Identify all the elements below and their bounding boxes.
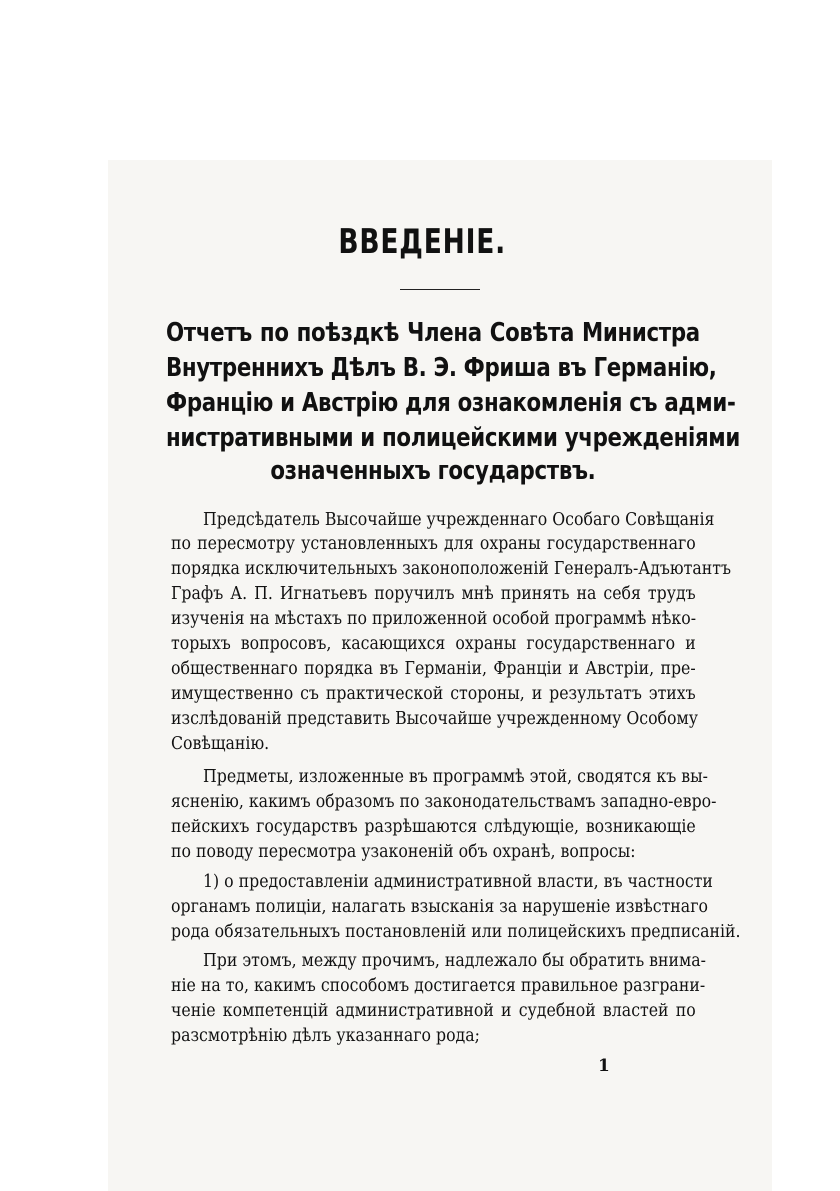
- subtitle-line: Францію и Австрію для ознакомленія съ адми-: [166, 388, 736, 418]
- paragraph-line: Совѣщанію.: [171, 734, 270, 754]
- paragraph-line: разсмотрѣнію дѣлъ указаннаго рода;: [171, 1026, 480, 1046]
- page-title: ВВЕДЕНІЕ.: [338, 222, 506, 262]
- subtitle-line: Отчетъ по поѣздкѣ Члена Совѣта Министра: [166, 318, 700, 348]
- paragraph-line: ченіе компетенцій административной и судебной властей по: [171, 1001, 696, 1021]
- paragraph-line: рода обязательныхъ постановленій или полицейскихъ предписаній.: [171, 922, 741, 942]
- paragraph-line: Предсѣдатель Высочайше учрежденнаго Особаго Совѣщанія: [203, 510, 715, 530]
- paragraph-line: При этомъ, между прочимъ, надлежало бы обратить внима-: [203, 951, 706, 971]
- paragraph-line: торыхъ вопросовъ, касающихся охраны государственнаго и: [171, 634, 696, 654]
- paragraph-line: по поводу пересмотра узаконеній объ охранѣ, вопросы:: [171, 842, 636, 862]
- paragraph-line: ніе на то, какимъ способомъ достигается правильное разграни-: [171, 976, 706, 996]
- title-divider: [400, 289, 480, 290]
- subtitle-line: нистративными и полицейскими учрежденіями: [166, 423, 741, 453]
- paragraph-line: Графъ А. П. Игнатьевъ поручилъ мнѣ принять на себя трудъ: [171, 584, 696, 604]
- paragraph-line: порядка исключительныхъ законоположеній Генералъ-Адъютантъ: [171, 559, 731, 579]
- paragraph-line: Предметы, изложенные въ программѣ этой, сводятся къ вы-: [203, 767, 709, 787]
- paragraph-line: органамъ полиціи, налагать взысканія за нарушеніе извѣстнаго: [171, 897, 708, 917]
- paragraph-line: 1) о предоставленіи административной власти, въ частности: [203, 872, 713, 892]
- subtitle-line: Внутреннихъ Дѣлъ В. Э. Фриша въ Германію,: [166, 353, 717, 383]
- paragraph-line: имущественно съ практической стороны, и результатъ этихъ: [171, 684, 696, 704]
- paragraph-line: пейскихъ государствъ разрѣшаются слѣдующіе, возникающіе: [171, 817, 696, 837]
- paragraph-line: по пересмотру установленныхъ для охраны государственнаго: [171, 534, 696, 554]
- paragraph-line: общественнаго порядка въ Германіи, Франціи и Австріи, пре-: [171, 659, 696, 679]
- subtitle-line: означенныхъ государствъ.: [270, 456, 596, 486]
- paragraph-line: изученія на мѣстахъ по приложенной особой программѣ нѣко-: [171, 609, 697, 629]
- page-number: 1: [598, 1056, 610, 1076]
- paragraph-line: изслѣдованій представить Высочайше учрежденному Особому: [171, 709, 699, 729]
- paragraph-line: ясненію, какимъ образомъ по законодательствамъ западно-евро-: [171, 792, 717, 812]
